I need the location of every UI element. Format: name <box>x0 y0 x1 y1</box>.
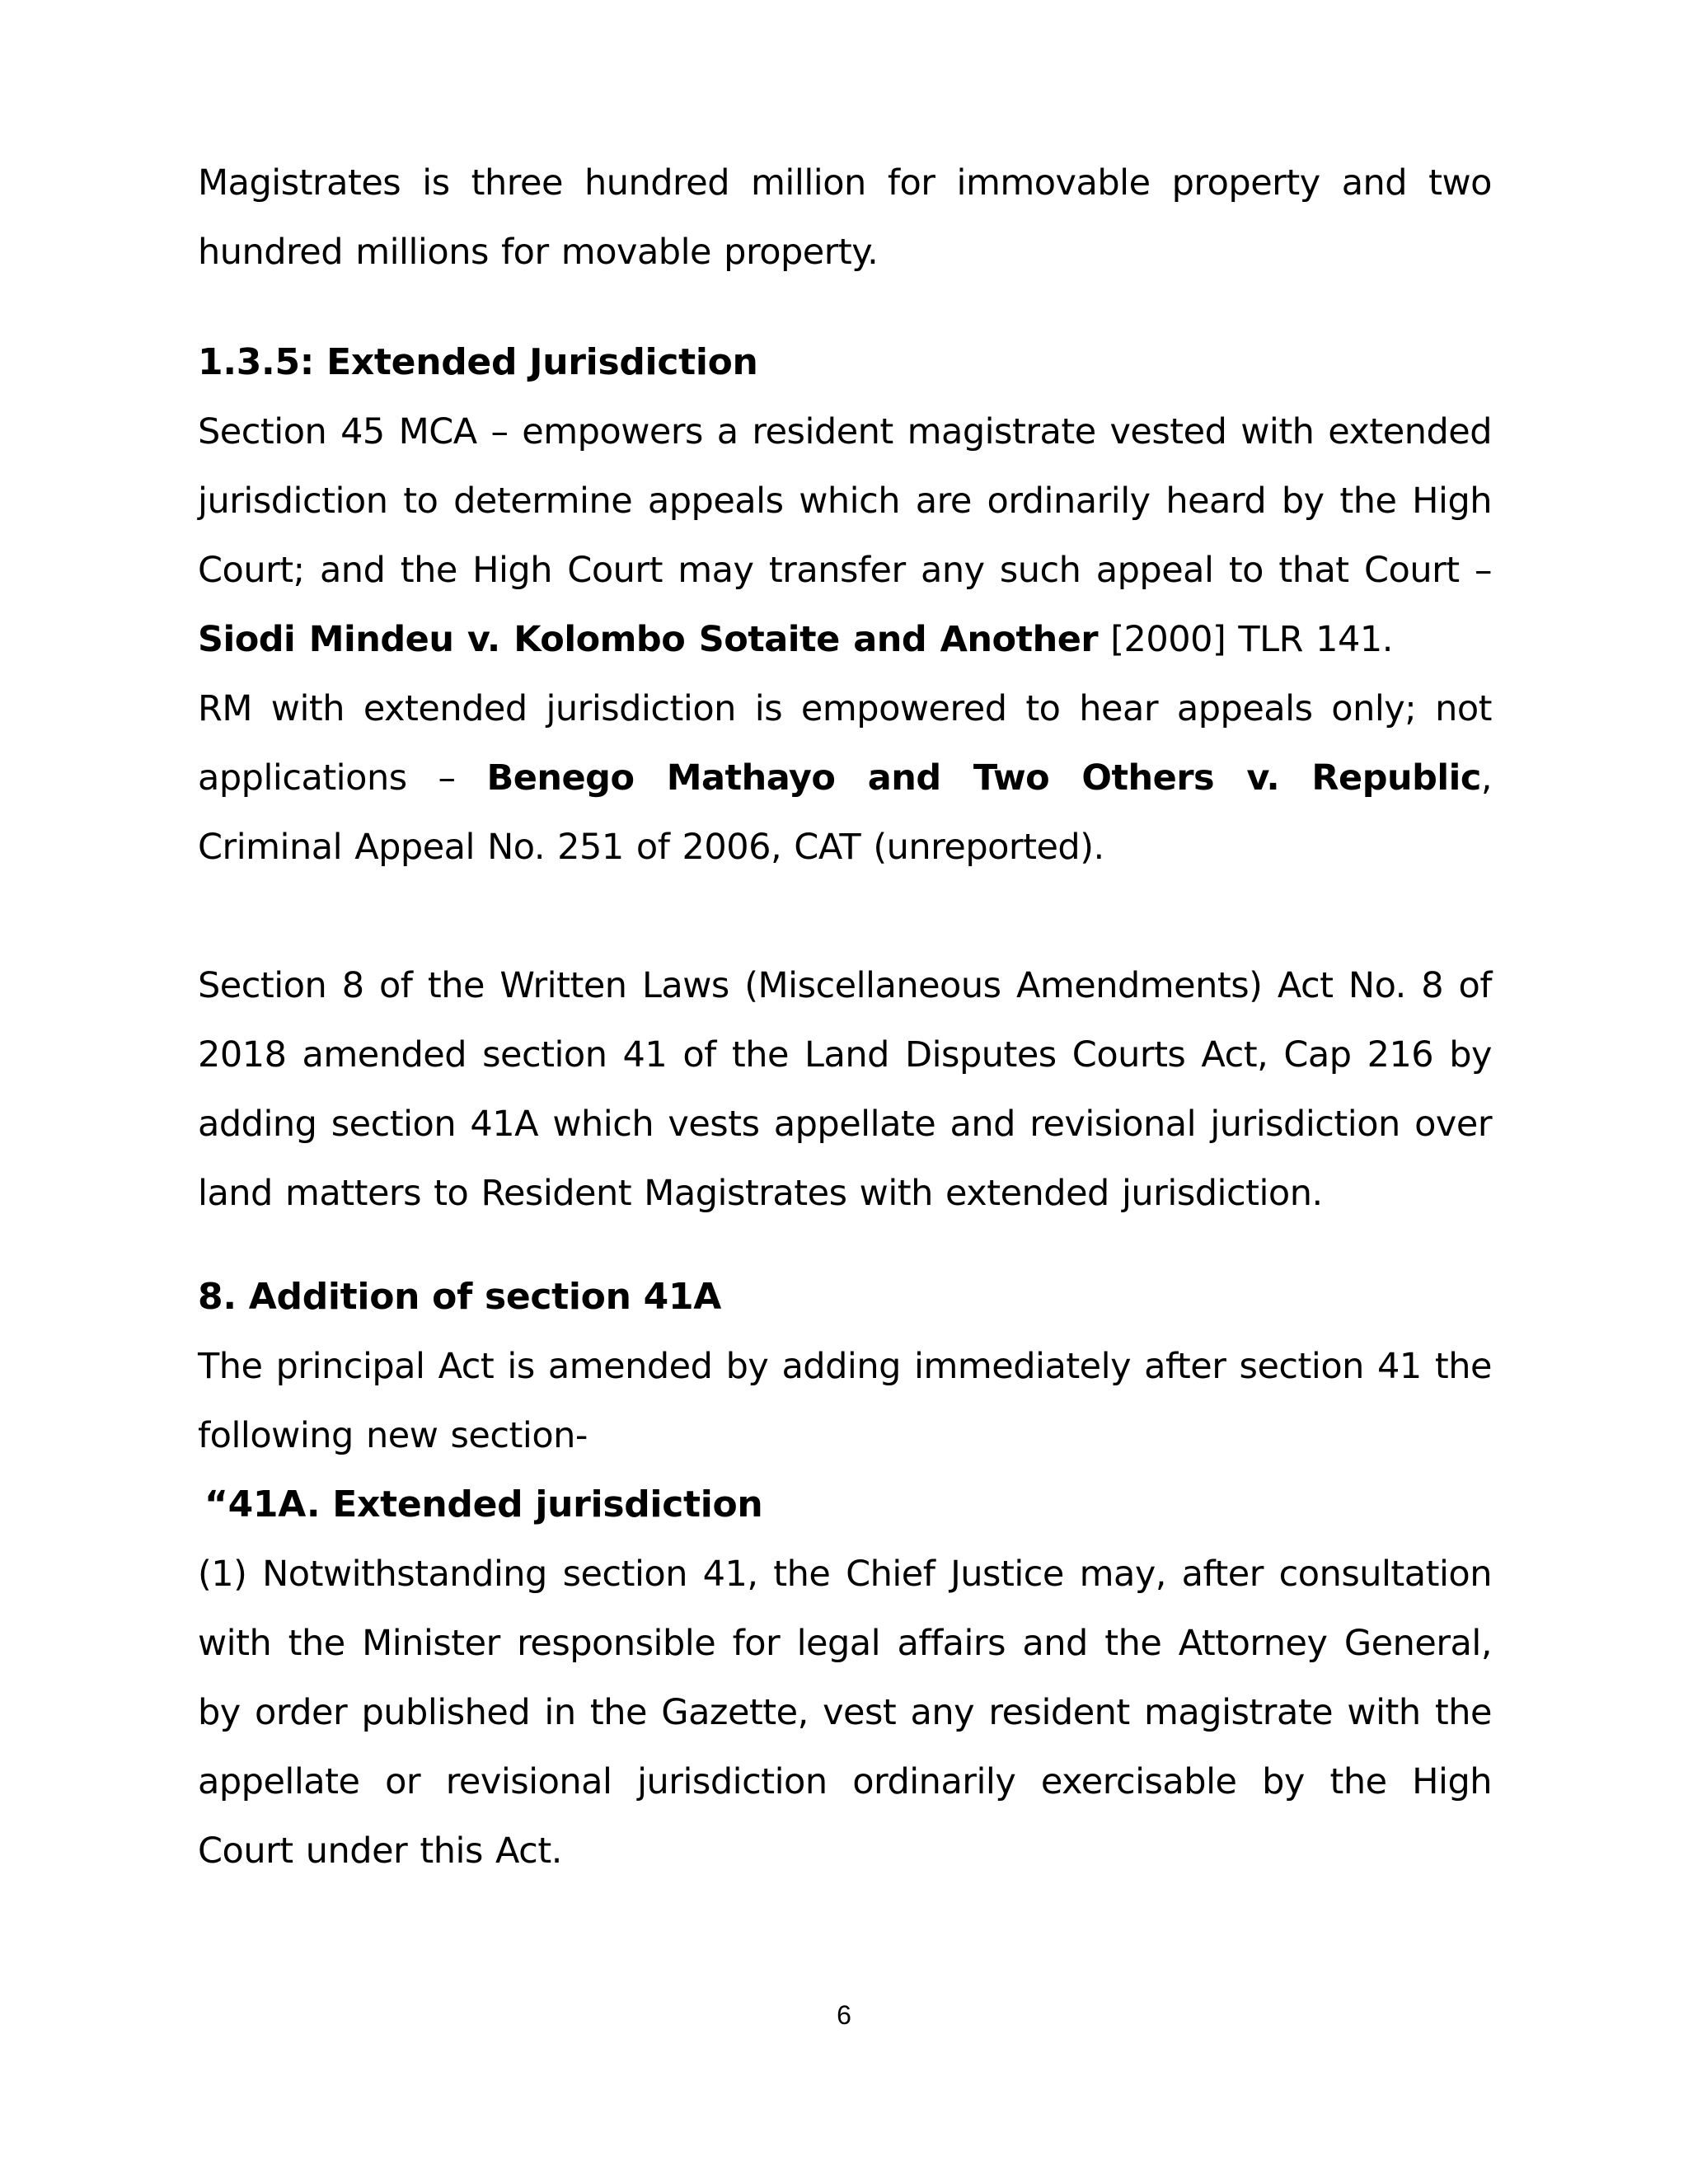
case-citation-criminal-appeal: , Criminal Appeal No. 251 of 2006, CAT (unreported). <box>198 757 1493 868</box>
page-number: 6 <box>837 2000 851 2030</box>
section-45-text: Section 45 MCA – empowers a resident magistrate vested with extended jurisdiction to determine appeals which are ordinarily heard by the High Court; and the High Court may transfer any such appeal to that Court – <box>198 411 1492 591</box>
case-siodi-mindeu: Siodi Mindeu v. Kolombo Sotaite and Another <box>198 619 1099 660</box>
paragraph-magistrates-limits: Magistrates is three hundred million for immovable property and two hundred millions for movable property. <box>198 162 1492 273</box>
heading-41a-extended-jurisdiction: “41A. Extended jurisdiction <box>204 1483 763 1526</box>
paragraph-rm-appeals-only <box>198 674 1492 882</box>
rm-appeals-text: RM with extended jurisdiction is empowered to hear appeals only; not applications – <box>198 688 1492 799</box>
case-citation-tlr: [2000] TLR 141. <box>1110 619 1393 660</box>
paragraph-section-45-mca <box>198 397 1492 674</box>
paragraph-principal-act-amended: The principal Act is amended by adding immediately after section 41 the following new section- <box>198 1346 1492 1456</box>
heading-addition-section-41a: 8. Addition of section 41A <box>198 1276 722 1318</box>
paragraph-section-8-amendment: Section 8 of the Written Laws (Miscellaneous Amendments) Act No. 8 of 2018 amended section 41 of the Land Disputes Courts Act, Cap 216 by adding section 41A which vests appellate and revisional jurisdiction over land matters to Resident Magistrates with extended jurisdiction. <box>198 965 1492 1214</box>
case-benego-mathayo: Benego Mathayo and Two Others v. Republic <box>486 757 1481 799</box>
paragraph-41a-subsection-1: (1) Notwithstanding section 41, the Chief Justice may, after consultation with the Minister responsible for legal affairs and the Attorney General, by order published in the Gazette, vest any resident magistrate with the appellate or revisional jurisdiction ordinarily exercisable by the High Court under this Act. <box>198 1554 1492 1872</box>
heading-extended-jurisdiction: 1.3.5: Extended Jurisdiction <box>198 341 758 383</box>
